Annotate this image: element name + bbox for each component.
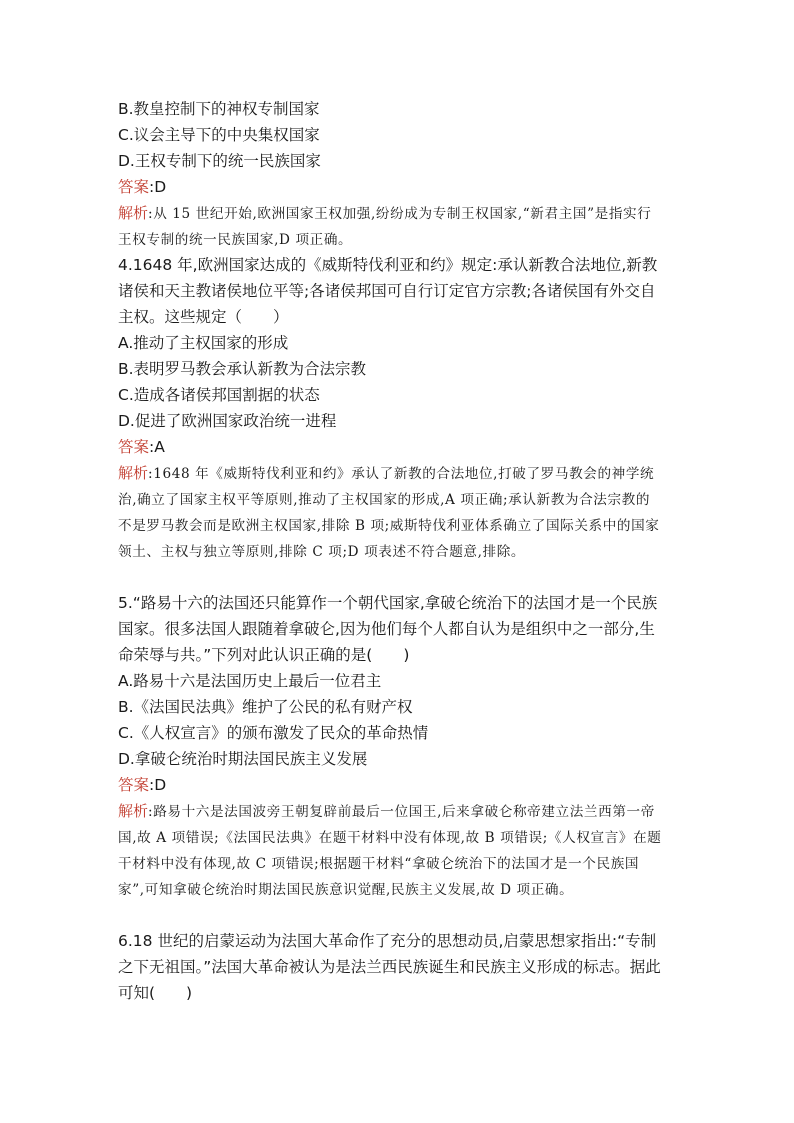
question-4 [118,252,663,565]
option-b: B.表明罗马教会承认新教为合法宗教 [118,360,367,378]
option-a: A.推动了主权国家的形成 [118,334,289,352]
question-stem: 4.1648 年,欧洲国家达成的《威斯特伐利亚和约》规定:承认新教合法地位,新教诸侯和天主教诸侯地位平等;各诸侯邦国可自行订定官方宗教;各诸侯国有外交自主权。这些规定（ ） [118,256,658,326]
analysis-label: 解析 [118,802,149,820]
answer-line [118,174,663,200]
answer-line [118,772,663,798]
answer-label: 答案 [118,178,150,196]
option-c: C.造成各诸侯邦国割据的状态 [118,386,320,404]
option-d: D.拿破仑统治时期法国民族主义发展 [118,750,368,768]
analysis-text: :1648 年《威斯特伐利亚和约》承认了新教的合法地位,打破了罗马教会的神学统治,确立了国家主权平等原则,推动了主权国家的形成,A 项正确;承认新教为合法宗教的不是罗马教会而是欧洲主权国家,排除 B 项;威斯特伐利亚体系确立了国际关系中的国家领土、主权与独立等原则,排除 C 项;D 项表述不符合题意,排除。 [118,466,660,560]
answer-value: :D [149,776,167,794]
answer-label: 答案 [118,776,150,794]
analysis-label: 解析 [118,464,149,482]
option-d: D.王权专制下的统一民族国家 [118,152,321,170]
analysis-paragraph [118,460,663,565]
question-5 [118,590,663,903]
analysis-text: :路易十六是法国波旁王朝复辟前最后一位国王,后来拿破仑称帝建立法兰西第一帝国,故 A 项错误;《法国民法典》在题干材料中没有体现,故 B 项错误;《人权宣言》在题干材料中没有体现,故 C 项错误;根据题干材料“拿破仑统治下的法国才是一个民族国家”,可知拿破仑统治时期法国民族意识觉醒,民族主义发展,故 D 项正确。 [118,804,662,898]
analysis-paragraph [118,200,663,253]
analysis-label: 解析 [118,204,149,222]
option-b: B.教皇控制下的神权专制国家 [118,100,320,118]
answer-value: :A [149,438,165,456]
analysis-text: :从 15 世纪开始,欧洲国家王权加强,纷纷成为专制王权国家,“新君主国”是指实行王权专制的统一民族国家,D 项正确。 [118,206,652,248]
analysis-paragraph [118,798,663,903]
option-d: D.促进了欧洲国家政治统一进程 [118,412,337,430]
option-b: B.《法国民法典》维护了公民的私有财产权 [118,698,413,716]
answer-value: :D [149,178,167,196]
answer-line [118,434,663,460]
question-stem: 5.“路易十六的法国还只能算作一个朝代国家,拿破仑统治下的法国才是一个民族国家。很多法国人跟随着拿破仑,因为他们每个人都自认为是组织中之一部分,生命荣辱与共。”下列对此认识正确的是( ) [118,594,658,664]
option-c: C.议会主导下的中央集权国家 [118,126,320,144]
question-6 [118,928,663,1006]
option-c: C.《人权宣言》的颁布激发了民众的革命热情 [118,724,429,742]
answer-label: 答案 [118,438,150,456]
question-3-continuation [118,96,663,253]
option-a: A.路易十六是法国历史上最后一位君主 [118,672,382,690]
question-stem: 6.18 世纪的启蒙运动为法国大革命作了充分的思想动员,启蒙思想家指出:“专制之下无祖国。”法国大革命被认为是法兰西民族诞生和民族主义形成的标志。据此可知( ) [118,932,661,1002]
